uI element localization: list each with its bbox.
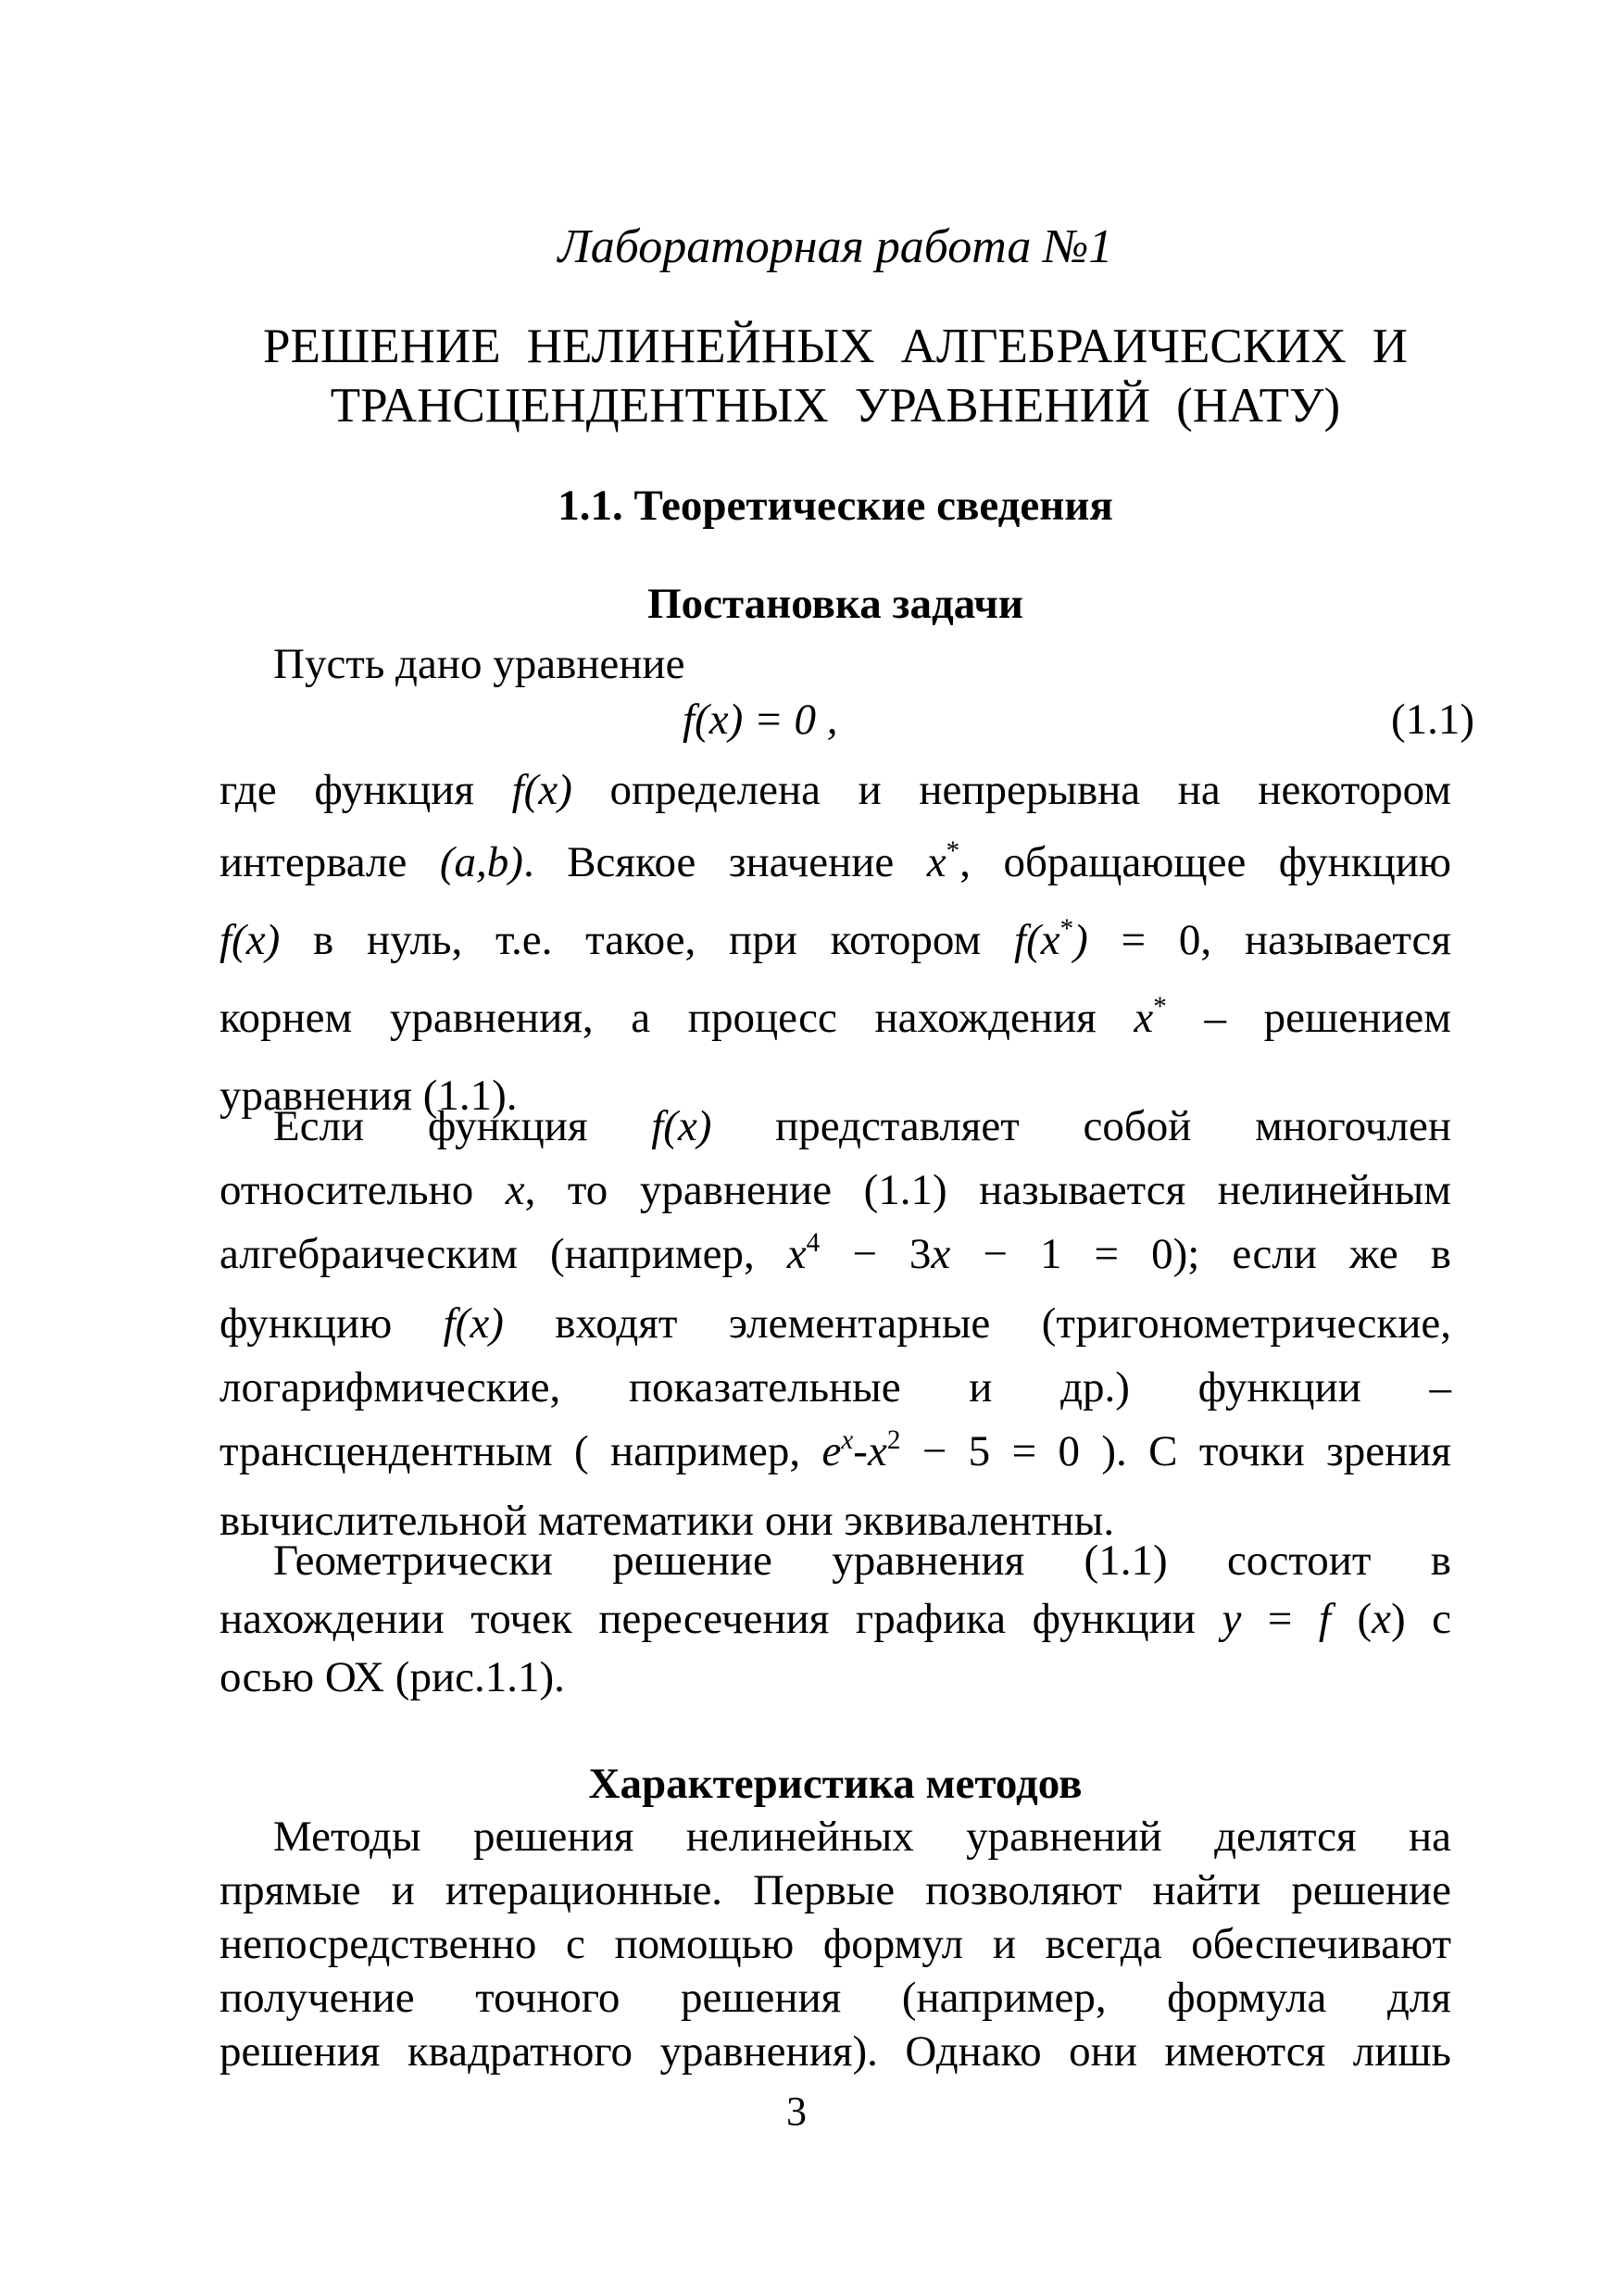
math-segment: y xyxy=(1222,1595,1242,1643)
doc-kicker: Лабораторная работа №1 xyxy=(558,220,1113,273)
math-segment: f xyxy=(1318,1595,1331,1643)
text-segment: получение точного решения (например, формула для xyxy=(219,1974,1451,2022)
page-number: 3 xyxy=(786,2089,807,2134)
math-segment: f(x) xyxy=(651,1102,712,1150)
text-segment: прямые и итерационные. Первые позволяют найти решение xyxy=(219,1866,1451,1914)
math-segment: f(x) xyxy=(443,1299,504,1348)
text-line xyxy=(219,904,1451,982)
subheading-methods: Характеристика методов xyxy=(588,1760,1083,1808)
doc-title-line1: РЕШЕНИЕ НЕЛИНЕЙНЫХ АЛГЕБРАИЧЕСКИХ И xyxy=(262,320,1408,373)
text-segment: функцию xyxy=(219,1299,444,1348)
text-segment: − 5 = 0 ). С точки зрения xyxy=(900,1427,1451,1475)
math-segment: f(x) xyxy=(511,766,572,814)
text-line xyxy=(219,1159,1451,1223)
text-segment: интервале xyxy=(219,838,440,886)
text-segment: где функция xyxy=(219,766,512,814)
text-segment: алгебраическим (например, xyxy=(219,1230,787,1278)
text-segment: – решением xyxy=(1166,994,1451,1042)
text-segment: решения квадратного уравнения). Однако они имеются лишь xyxy=(219,2027,1451,2076)
text-line xyxy=(219,1810,1451,1863)
text-segment: непосредственно с помощью формул и всегда обеспечивают xyxy=(219,1920,1451,1968)
text-line xyxy=(219,1356,1451,1420)
math-segment: x xyxy=(1134,994,1154,1042)
text-segment: определена и непрерывна на некотором xyxy=(571,766,1451,814)
text-segment: нахождении точек пересечения графика функции xyxy=(219,1595,1222,1643)
math-segment: (a,b) xyxy=(439,838,523,886)
text-segment: уравнения (1.1). xyxy=(219,1072,518,1120)
text-segment: вычислительной математики они эквивалентны. xyxy=(219,1497,1115,1545)
text-line xyxy=(219,1590,1451,1649)
math-segment: x xyxy=(926,838,946,886)
text-segment: Методы решения нелинейных уравнений делятся на xyxy=(273,1813,1451,1861)
text-line xyxy=(219,826,1451,904)
math-segment: ) xyxy=(1073,916,1088,964)
equation-expression: f(x) = 0 , xyxy=(683,696,838,744)
text-line xyxy=(219,1649,1451,1707)
math-segment: x xyxy=(931,1230,951,1278)
superscript-segment: * xyxy=(1059,913,1074,944)
section-heading: 1.1. Теоретические сведения xyxy=(558,482,1113,530)
paragraph-geometric xyxy=(219,1532,1451,1707)
math-segment: x xyxy=(1372,1595,1391,1643)
text-segment: − 1 = 0); если же в xyxy=(950,1230,1451,1278)
superscript-segment: 4 xyxy=(806,1227,821,1258)
text-segment: , обращающее функцию xyxy=(959,838,1451,886)
math-segment: e xyxy=(821,1427,842,1475)
text-line xyxy=(219,635,1451,693)
text-segment: − 3 xyxy=(820,1230,932,1278)
text-segment: Если функция xyxy=(273,1102,652,1150)
math-segment: f(x xyxy=(1014,916,1060,964)
text-segment: , то уравнение (1.1) называется нелинейным xyxy=(524,1166,1451,1214)
text-segment: корнем уравнения, а процесс нахождения xyxy=(219,994,1134,1042)
text-segment: - xyxy=(853,1427,868,1475)
text-segment: в нуль, т.е. такое, при котором xyxy=(280,916,1015,964)
superscript-segment: x xyxy=(841,1424,854,1455)
doc-title-line2: ТРАНСЦЕНДЕНТНЫХ УРАВНЕНИЙ (НАТУ) xyxy=(330,379,1341,433)
text-segment: ) с xyxy=(1390,1595,1451,1643)
text-segment: . Всякое значение xyxy=(522,838,927,886)
text-segment: входят элементарные (тригонометрические, xyxy=(503,1299,1452,1348)
superscript-segment: * xyxy=(1153,991,1167,1022)
text-segment: относительно xyxy=(219,1166,506,1214)
text-segment: Геометрически решение уравнения (1.1) состоит в xyxy=(273,1537,1451,1585)
text-segment: логарифмические, показательные и др.) функции – xyxy=(219,1363,1451,1411)
paragraph-lead xyxy=(219,635,1451,693)
text-segment: осью ОХ (рис.1.1). xyxy=(219,1653,565,1701)
text-line xyxy=(219,1223,1451,1292)
text-line xyxy=(219,2025,1451,2078)
text-line xyxy=(219,1420,1451,1489)
math-segment: x xyxy=(786,1230,807,1278)
math-segment: x xyxy=(505,1166,525,1214)
equation-number: (1.1) xyxy=(1390,696,1474,744)
superscript-segment: 2 xyxy=(886,1424,901,1455)
text-line xyxy=(219,1917,1451,1971)
math-segment: f(x) xyxy=(219,916,281,964)
subheading-problem-statement: Постановка задачи xyxy=(647,580,1023,628)
paragraph-root-definition xyxy=(219,754,1451,1132)
superscript-segment: * xyxy=(946,835,960,866)
text-line xyxy=(219,754,1451,826)
paragraph-equation-types xyxy=(219,1095,1451,1553)
text-segment: ( xyxy=(1330,1595,1373,1643)
text-segment: = 0, называется xyxy=(1087,916,1451,964)
text-segment: представляет собой многочлен xyxy=(711,1102,1451,1150)
text-line xyxy=(219,1095,1451,1159)
text-segment: Пусть дано уравнение xyxy=(273,640,685,688)
paragraph-methods xyxy=(219,1810,1451,2078)
text-segment: = xyxy=(1241,1595,1319,1643)
doc-title xyxy=(219,317,1451,435)
text-line xyxy=(219,1292,1451,1356)
text-line xyxy=(219,1532,1451,1590)
equation-1-1 xyxy=(219,695,1474,754)
text-line xyxy=(219,982,1451,1060)
text-line xyxy=(219,1863,1451,1917)
math-segment: x xyxy=(867,1427,887,1475)
text-segment: трансцендентным ( например, xyxy=(219,1427,822,1475)
text-line xyxy=(219,1971,1451,2025)
